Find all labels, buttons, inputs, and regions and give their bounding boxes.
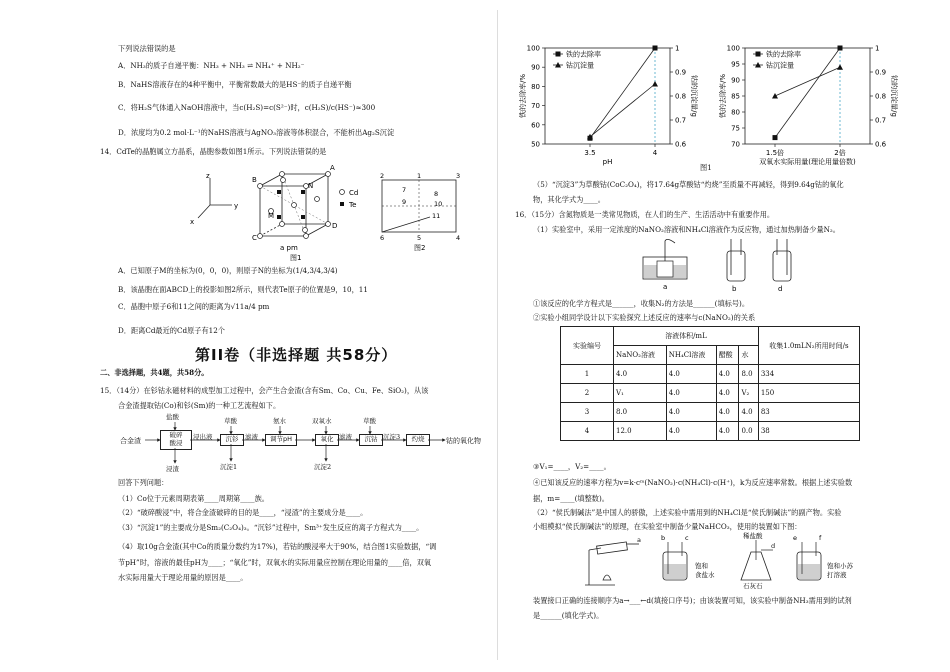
svg-text:a: a	[637, 536, 641, 544]
y-tick-label: 80	[731, 108, 740, 117]
y-tick-label: 60	[531, 121, 540, 130]
svg-text:d: d	[778, 285, 783, 293]
y-tick-label: 70	[531, 102, 540, 111]
q14-option-d: D．距离Cd最近的Cd原子有12个	[118, 326, 225, 335]
x-tick-label: 4	[652, 149, 658, 157]
heating-apparatus	[585, 536, 641, 585]
q15-part-4a: （4）取10g合金渣(其中Co的质量分数约为17%)，若钴的酸浸率大于90%，结合图1实验数据，“调	[118, 542, 437, 551]
x-axis-title: pH	[602, 158, 613, 166]
flow-bot-1: 浸渣	[166, 465, 179, 473]
q16-part-1e: 据，m=____(填整数)。	[533, 494, 609, 503]
q15-stem: 15．（14分）在钐钴永磁材料的成型加工过程中，会产生合金渣(含有Sm、Co、Cu、Fe、SiO₂)，从该	[100, 386, 429, 395]
flow-bot-3: 沉淀2	[314, 463, 332, 471]
svg-text:e: e	[793, 534, 797, 542]
q16-part-1b: ②实验小组同学设计以下实验探究上述反应的速率与c(NaNO₂)的关系	[533, 313, 756, 322]
flow-box-2: 沉钐	[220, 434, 244, 446]
q16-part-1d: ④已知该反应的速率方程为v=k·cᵐ(NaNO₂)·c(NH₄Cl)·c(H⁺)，k为反应速率常数。根据上述实验数	[533, 478, 853, 487]
svg-text:b: b	[661, 534, 666, 542]
svg-text:1: 1	[417, 172, 422, 180]
q16-part-1a: ①该反应的化学方程式是______，收集N₂的方法是______(填标号)。	[533, 299, 750, 308]
fig1-label: 图1	[290, 254, 302, 262]
q14-option-c: C．晶胞中原子6和11之间的距离为√11a/4 pm	[118, 302, 270, 311]
part2-note: 二、非选择题，共4题，共58分。	[100, 368, 209, 377]
q13-option-c: C．将H₂S气体通入NaOH溶液中，当c(H₂S)=c(S²⁻)时，c(H₂S)/c(HS⁻)≈300	[118, 103, 376, 112]
flow-box-5: 沉钴	[359, 434, 383, 446]
q13-option-d: D．浓度均为0.2 mol·L⁻¹的NaHS溶液与AgNO₃溶液等体积混合，不能析出Ag₂S沉淀	[118, 128, 395, 137]
q13-intro: 下列说法错误的是	[118, 44, 176, 53]
flow-start: 合金渣	[120, 437, 141, 445]
table-row: 1 4.0 4.0 4.0 8.0 334	[561, 365, 860, 384]
svg-text:C: C	[252, 234, 257, 242]
y2-tick-label: 0.7	[675, 116, 687, 125]
x-axis-title: 双氧水实际用量(理论用量倍数)	[759, 158, 856, 166]
x-tick-label: 2倍	[834, 149, 846, 157]
th-exp: 实验编号	[561, 327, 614, 365]
svg-text:5: 5	[417, 234, 422, 242]
apparatus-d	[773, 239, 791, 293]
series-line-co-precip	[775, 67, 840, 96]
q15-part-5b: 物，其化学式为____。	[533, 195, 605, 204]
data-point-co-precip	[652, 81, 658, 87]
bottle-e-f	[793, 534, 854, 580]
svg-text:11: 11	[432, 212, 441, 220]
flow-end: 钴的氧化物	[446, 437, 481, 445]
svg-text:A: A	[330, 164, 335, 172]
data-point-fe-removal	[773, 135, 778, 140]
flow-box-1: 破碎 酸浸	[160, 430, 192, 450]
legend-label: 钴沉淀量	[766, 61, 794, 70]
svg-text:打溶液: 打溶液	[827, 571, 847, 579]
y-axis-title: 铁的去除率/%	[719, 73, 727, 119]
y-tick-label: 85	[731, 92, 740, 101]
th-volume: 溶液体积/mL	[614, 327, 759, 346]
apparatus-b	[727, 239, 745, 293]
svg-text:饱和: 饱和	[695, 562, 708, 570]
svg-text:食盐水: 食盐水	[695, 571, 715, 579]
q13-option-b: B．NaHS溶液存在的4种平衡中，平衡常数最大的是HS⁻的质子自递平衡	[118, 80, 352, 89]
y-tick-label: 50	[531, 140, 540, 149]
svg-text:M: M	[268, 212, 275, 220]
x-tick-label: 3.5	[584, 149, 596, 157]
q15-stem-2: 合金渣提取钴(Co)和钐(Sm)的一种工艺流程如下。	[118, 401, 281, 410]
legend-square-icon	[556, 52, 561, 57]
flow-top-5: 草酸	[363, 417, 376, 425]
y2-tick-label: 1	[875, 44, 880, 53]
y-tick-label: 90	[531, 63, 540, 72]
q16-stem: 16．（15分）含氮物质是一类常见物质，在人们的生产、生活活动中有重要作用。	[515, 210, 775, 219]
rate-table	[560, 326, 860, 441]
table-row: 3 8.0 4.0 4.0 4.0 83	[561, 403, 860, 422]
q16-part-2c: 装置接口正确的连接顺序为a→___←d(填接口序号)；由该装置可知，该实验中制备NH₃需用到的试剂	[533, 596, 852, 605]
th-water: 水	[739, 346, 758, 365]
flow-top-4: 双氧水	[312, 417, 332, 425]
data-point-co-precip	[772, 93, 778, 99]
th-acid: 醋酸	[716, 346, 739, 365]
svg-text:3: 3	[456, 172, 461, 180]
svg-text:y: y	[234, 202, 239, 210]
svg-text:饱和小苏: 饱和小苏	[827, 562, 853, 570]
th-nano2: NaNO₂溶液	[614, 346, 667, 365]
flow-bot-2: 沉淀1	[220, 463, 238, 471]
legend-label: 钴沉淀量	[566, 61, 594, 70]
legend-square-icon	[756, 52, 761, 57]
q16-part-2: （2）“侯氏制碱法”是中国人的骄傲，上述实验中需用到的NH₄Cl是“侯氏制碱法”的副产物。实验	[533, 508, 842, 517]
legend-label: 铁的去除率	[766, 50, 801, 59]
legend-cd: Cd	[349, 189, 359, 197]
flow-top-1: 盐酸	[166, 413, 179, 421]
y-tick-label: 70	[731, 140, 740, 149]
svg-text:8: 8	[434, 190, 439, 198]
series-line-fe-removal	[590, 48, 655, 138]
column-divider	[497, 10, 498, 660]
right-column	[515, 0, 905, 672]
apparatus2-figure	[575, 530, 875, 592]
svg-text:b: b	[732, 285, 737, 293]
svg-text:10: 10	[434, 200, 443, 208]
y2-tick-label: 0.6	[875, 140, 887, 149]
svg-text:d: d	[771, 542, 776, 550]
y-axis-title: 铁的去除率/%	[519, 73, 527, 119]
flow-box-6: 灼烧	[406, 434, 430, 446]
svg-text:2: 2	[380, 172, 385, 180]
data-point-fe-removal	[838, 46, 843, 51]
q16-part-1: （1）实验室中，采用一定浓度的NaNO₂溶液和NH₄Cl溶液作为反应物，通过加热制备少量N₂。	[533, 225, 840, 234]
data-point-fe-removal	[653, 46, 658, 51]
q15-answer-intro: 回答下列问题：	[118, 478, 169, 487]
data-point-co-precip	[837, 64, 843, 70]
bottle-b-c	[661, 534, 715, 580]
y-tick-label: 95	[731, 60, 740, 69]
part2-title: 第II卷（非选择题 共58分）	[195, 346, 398, 364]
chart-frame	[745, 48, 870, 144]
apparatus-a	[643, 239, 687, 291]
apparatus-figure	[635, 235, 835, 295]
flow-box-3: 调节pH	[265, 434, 297, 446]
svg-text:c: c	[685, 534, 689, 542]
flow-mid-2: 滤液	[245, 433, 258, 441]
y2-tick-label: 0.9	[675, 68, 687, 77]
figure-charts	[515, 40, 905, 175]
svg-text:4: 4	[456, 234, 461, 242]
svg-text:x: x	[190, 218, 195, 226]
svg-text:6: 6	[380, 234, 385, 242]
th-nh4cl: NH₄Cl溶液	[666, 346, 716, 365]
flow-mid-3: 滤液	[339, 433, 352, 441]
flow-top-3: 氨水	[273, 417, 286, 425]
chart-frame	[545, 48, 670, 144]
q14-stem: 14．CdTe的晶胞属立方晶系，晶胞参数如图1所示。下列说法错误的是	[100, 147, 327, 156]
th-time: 收集1.0mLN₂所用时间/s	[758, 327, 859, 365]
flow-mid-4: 沉淀3	[383, 433, 401, 441]
y2-tick-label: 0.9	[875, 68, 887, 77]
x-tick-label: 1.5倍	[765, 149, 785, 157]
svg-text:z: z	[206, 172, 210, 180]
svg-text:B: B	[252, 176, 257, 184]
svg-text:7: 7	[402, 186, 407, 194]
y2-tick-label: 1	[675, 44, 680, 53]
q15-part-3: （3）“沉淀1”的主要成分是Sm₂(C₂O₄)₃。“沉钐”过程中，Sm³⁺发生反应的离子方程式为____。	[118, 523, 424, 532]
flow-box-4: 氧化	[315, 434, 339, 446]
q15-part-4c: 水实际用量大于理论用量的原因是____。	[118, 573, 248, 582]
fig2-label: 图2	[414, 244, 426, 252]
q13-option-a: A．NH₃的质子自递平衡：NH₃ + NH₃ ⇌ NH₄⁺ + NH₂⁻	[118, 61, 305, 70]
y2-tick-label: 0.6	[675, 140, 687, 149]
q15-part-4b: 节pH”时，溶液的最佳pH为____；“氧化”时，双氧水的实际用量应控制在理论用量的____倍，双氧	[118, 558, 432, 567]
svg-text:石灰石: 石灰石	[743, 582, 763, 590]
legend-te: Te	[349, 201, 357, 209]
chart-fig-label: 图1	[700, 163, 712, 172]
q14-option-b: B．该晶胞在面ABCD上的投影如图2所示，则代表Te原子的位置是9，10，11	[118, 285, 368, 294]
flow-mid-1: 浸出液	[193, 433, 213, 441]
y2-tick-label: 0.7	[875, 116, 887, 125]
left-column	[100, 0, 485, 672]
flow-top-2: 草酸	[224, 417, 237, 425]
y2-tick-label: 0.8	[875, 92, 887, 101]
table-row: 4 12.0 4.0 4.0 0.0 38	[561, 422, 860, 441]
flow-arrows	[100, 0, 485, 672]
q16-part-2b: 小组模拟“侯氏制碱法”的原理，在实验室中制备少量NaHCO₃，使用的装置如下图：	[533, 522, 802, 531]
legend-label: 铁的去除率	[566, 50, 601, 59]
q15-part-5: （5）“沉淀3”为草酸钴(CoC₂O₄)，将17.64g草酸钴“灼烧”至质量不再减轻，得到9.64g钴的氧化	[533, 180, 844, 189]
y-tick-label: 100	[726, 44, 740, 53]
q15-part-1: （1）Co位于元素周期表第____周期第____族。	[118, 494, 269, 503]
cell-parameter: a pm	[280, 244, 298, 252]
series-line-co-precip	[590, 84, 655, 137]
y-tick-label: 75	[731, 124, 740, 133]
svg-text:a: a	[663, 283, 668, 291]
svg-text:D: D	[332, 222, 338, 230]
y2-tick-label: 0.8	[675, 92, 687, 101]
flask-d	[741, 531, 775, 590]
svg-text:f: f	[819, 534, 822, 542]
svg-text:9: 9	[402, 198, 407, 206]
y2-axis-title: 钴的沉淀量/g	[890, 75, 898, 117]
y-tick-label: 90	[731, 76, 740, 85]
y2-axis-title: 钴的沉淀量/g	[690, 75, 698, 117]
svg-text:N: N	[308, 182, 314, 190]
svg-text:稀盐酸: 稀盐酸	[743, 532, 763, 540]
table-row: 2 V₁ 4.0 4.0 V₂ 150	[561, 384, 860, 403]
y-tick-label: 80	[531, 82, 540, 91]
q16-part-1c: ③V₁=____，V₂=____。	[533, 462, 611, 471]
y-tick-label: 100	[526, 44, 540, 53]
q15-part-2: （2）“破碎酸浸”中，将合金渣破碎的目的是____，“浸渣”的主要成分是____。	[118, 508, 368, 517]
q14-option-a: A．已知原子M的坐标为(0，0，0)，则原子N的坐标为(1/4,3/4,3/4)	[118, 266, 338, 275]
q16-part-2d: 是______(填化学式)。	[533, 611, 604, 620]
